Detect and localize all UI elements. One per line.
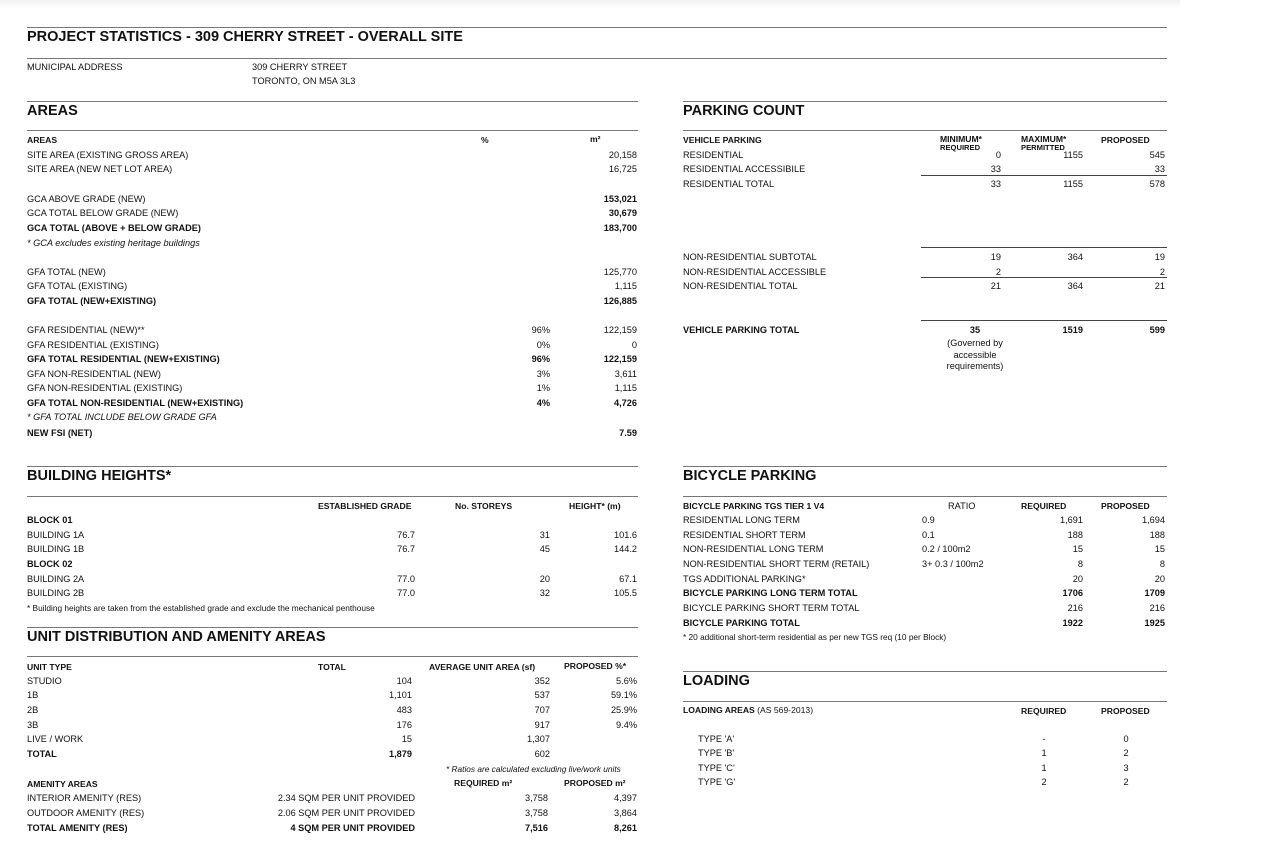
areas-row-value: 30,679 (608, 208, 637, 218)
parking-total-min: 35 (969, 325, 981, 335)
parking-total-max: 1519 (1062, 325, 1083, 335)
parking-total-prop: 599 (1149, 325, 1165, 335)
units-row-avg: 352 (534, 676, 550, 686)
loading-row-req: 2 (1041, 777, 1047, 787)
areas-rule-top (27, 101, 638, 102)
loading-rule-top (683, 671, 1167, 672)
heights-row-height: 101.6 (614, 530, 637, 540)
areas-col-m2: m² (590, 134, 601, 144)
parking-row-max: 1155 (1063, 150, 1083, 160)
areas-row-label: GFA RESIDENTIAL (EXISTING) (27, 340, 159, 350)
loading-col-label (683, 705, 813, 715)
parking-governed-note: accessible (953, 349, 997, 360)
parking-rule-top (683, 101, 1167, 102)
areas-row-pct: 1% (536, 383, 550, 393)
areas-row-label: GCA ABOVE GRADE (NEW) (27, 194, 146, 204)
heights-row-grade: 76.7 (397, 530, 415, 540)
bicycle-row-label: RESIDENTIAL LONG TERM (683, 515, 800, 525)
amenity-row-prop: 8,261 (614, 823, 637, 833)
loading-row-prop: 2 (1123, 777, 1129, 787)
bicycle-row-req: 216 (1067, 603, 1083, 613)
parking-total-label: VEHICLE PARKING TOTAL (683, 325, 800, 335)
areas-row-value: 183,700 (603, 223, 637, 233)
areas-row-value: 1,115 (614, 281, 637, 291)
bicycle-row-prop: 20 (1154, 574, 1165, 584)
areas-row-value: 122,159 (603, 354, 637, 364)
amenity-row-rate: 4 SQM PER UNIT PROVIDED (290, 823, 415, 833)
address-line2: TORONTO, ON M5A 3L3 (252, 76, 356, 86)
units-row-avg: 602 (534, 749, 550, 759)
bicycle-row-ratio: 0.1 (922, 530, 935, 540)
title-rule-top (27, 27, 1167, 28)
heights-row-height: 144.2 (614, 544, 637, 554)
units-row-pct: 5.6% (616, 676, 637, 686)
units-note: * Ratios are calculated excluding live/work units (446, 764, 621, 774)
areas-row-pct: 3% (536, 369, 550, 379)
parking-total-rule (921, 320, 1167, 321)
heights-row-label: BLOCK 02 (27, 559, 73, 569)
units-rule-top (27, 627, 638, 628)
bicycle-row-label: NON-RESIDENTIAL SHORT TERM (RETAIL) (683, 559, 870, 569)
bicycle-row-req: 1706 (1062, 588, 1083, 598)
loading-row-req: - (1042, 734, 1046, 744)
amenity-row-req: 3,758 (525, 793, 548, 803)
amenity-row-req: 3,758 (525, 808, 548, 818)
areas-row-label: GFA NON-RESIDENTIAL (NEW) (27, 369, 161, 379)
parking-nonres-label: NON-RESIDENTIAL TOTAL (683, 281, 798, 291)
units-rule-header (27, 656, 638, 657)
bicycle-row-prop: 1,694 (1142, 515, 1165, 525)
areas-col-label: AREAS (27, 135, 58, 145)
areas-row-pct: 96% (531, 354, 550, 364)
parking-row-min: 33 (990, 164, 1001, 174)
areas-col-pct: % (481, 135, 489, 145)
heights-col-storeys: No. STOREYS (455, 501, 513, 511)
address-label: MUNICIPAL ADDRESS (27, 62, 123, 72)
areas-row-label: SITE AREA (EXISTING GROSS AREA) (27, 150, 189, 160)
parking-nonres-min: 2 (995, 267, 1001, 277)
bicycle-row-ratio: 3+ 0.3 / 100m2 (922, 559, 984, 569)
amenity-row-req: 7,516 (525, 823, 548, 833)
parking-row-prop: 33 (1154, 164, 1165, 174)
heights-row-storeys: 20 (539, 574, 550, 584)
heights-row-storeys: 45 (539, 544, 550, 554)
loading-row-prop: 2 (1123, 748, 1129, 758)
bicycle-row-req: 8 (1077, 559, 1083, 569)
bicycle-row-req: 15 (1072, 544, 1083, 554)
areas-row-value: 126,885 (603, 296, 637, 306)
parking-col-max-sub: PERMITTED (1021, 143, 1065, 152)
units-col-avg: AVERAGE UNIT AREA (sf) (429, 662, 536, 672)
loading-row-type: TYPE 'C' (698, 763, 735, 773)
areas-row-label: GFA TOTAL NON-RESIDENTIAL (NEW+EXISTING) (27, 398, 244, 408)
heights-rule-top (27, 466, 638, 467)
bicycle-row-ratio: 0.2 / 100m2 (922, 544, 971, 554)
bicycle-row-label: BICYCLE PARKING LONG TERM TOTAL (683, 588, 858, 598)
units-col-pct: PROPOSED %* (564, 661, 627, 671)
address-line1: 309 CHERRY STREET (252, 62, 348, 72)
areas-row-pct: 0% (536, 340, 550, 350)
areas-row-value: 7.59 (619, 428, 637, 438)
heights-row-label: BLOCK 01 (27, 515, 73, 525)
heights-heading: BUILDING HEIGHTS* (27, 468, 172, 484)
heights-row-grade: 76.7 (397, 544, 415, 554)
areas-rule-header (27, 130, 638, 131)
amenity-heading: AMENITY AREAS (27, 779, 98, 789)
scan-fade (0, 0, 1180, 8)
heights-row-grade: 77.0 (397, 574, 415, 584)
areas-heading: AREAS (27, 103, 78, 119)
bicycle-row-req: 1922 (1062, 618, 1083, 628)
bicycle-row-prop: 15 (1154, 544, 1165, 554)
parking-heading: PARKING COUNT (683, 103, 805, 119)
parking-res-total-rule (921, 175, 1167, 176)
areas-row-value: 20,158 (608, 150, 637, 160)
amenity-row-rate: 2.06 SQM PER UNIT PROVIDED (277, 808, 415, 818)
amenity-col-req: REQUIRED m² (454, 778, 513, 788)
units-row-type: TOTAL (27, 749, 57, 759)
loading-heading: LOADING (683, 673, 750, 689)
heights-row-storeys: 32 (539, 588, 550, 598)
areas-row-value: 1,115 (614, 383, 637, 393)
parking-col-min: MINIMUM* (940, 134, 983, 144)
parking-nonres-max: 364 (1067, 252, 1083, 262)
units-row-total: 176 (396, 720, 412, 730)
units-row-pct: 9.4% (616, 720, 637, 730)
amenity-row-prop: 3,864 (614, 808, 637, 818)
parking-rule-header (683, 130, 1167, 131)
amenity-row-label: TOTAL AMENITY (RES) (27, 823, 128, 833)
units-row-type: 1B (27, 690, 39, 700)
areas-row-value: 125,770 (603, 267, 637, 277)
loading-row-req: 1 (1041, 748, 1047, 758)
units-row-total: 104 (396, 676, 412, 686)
units-row-total: 15 (401, 734, 412, 744)
bicycle-row-label: BICYCLE PARKING SHORT TERM TOTAL (683, 603, 860, 613)
parking-row-prop: 578 (1149, 179, 1165, 189)
parking-row-label: RESIDENTIAL ACCESSIBILE (683, 164, 806, 174)
loading-col-label-main: LOADING AREAS (683, 705, 755, 715)
parking-nonres-prop: 2 (1159, 267, 1165, 277)
heights-row-storeys: 31 (539, 530, 550, 540)
parking-col-label: VEHICLE PARKING (683, 135, 762, 145)
units-row-avg: 917 (534, 720, 550, 730)
areas-row-label: * GFA TOTAL INCLUDE BELOW GRADE GFA (27, 412, 217, 422)
bicycle-row-prop: 188 (1149, 530, 1165, 540)
amenity-row-label: INTERIOR AMENITY (RES) (27, 793, 142, 803)
amenity-col-prop: PROPOSED m² (564, 778, 626, 788)
units-col-total: TOTAL (318, 662, 346, 672)
units-row-pct: 59.1% (610, 690, 637, 700)
bicycle-col-req: REQUIRED (1021, 501, 1067, 511)
heights-row-height: 105.5 (614, 588, 637, 598)
parking-row-label: RESIDENTIAL (683, 150, 744, 160)
areas-row-value: 0 (631, 340, 637, 350)
units-row-total: 1,879 (389, 749, 412, 759)
areas-row-label: NEW FSI (NET) (27, 428, 93, 438)
loading-row-prop: 0 (1123, 734, 1129, 744)
heights-row-height: 67.1 (619, 574, 637, 584)
areas-row-label: GFA TOTAL (EXISTING) (27, 281, 128, 291)
bicycle-row-label: RESIDENTIAL SHORT TERM (683, 530, 806, 540)
parking-nonres-label: NON-RESIDENTIAL ACCESSIBLE (683, 267, 827, 277)
bicycle-row-ratio: 0.9 (922, 515, 935, 525)
bicycle-col-label: BICYCLE PARKING TGS TIER 1 V4 (683, 501, 825, 511)
units-row-type: STUDIO (27, 676, 62, 686)
areas-row-value: 3,611 (614, 369, 637, 379)
areas-row-label: * GCA excludes existing heritage buildings (27, 238, 200, 248)
loading-row-type: TYPE 'A' (698, 734, 735, 744)
areas-row-label: GFA TOTAL (NEW) (27, 267, 106, 277)
units-row-total: 483 (396, 705, 412, 715)
heights-row-label: BUILDING 2A (27, 574, 85, 584)
bicycle-row-req: 1,691 (1060, 515, 1083, 525)
parking-nonres-label: NON-RESIDENTIAL SUBTOTAL (683, 252, 817, 262)
areas-row-pct: 96% (531, 325, 550, 335)
heights-row-label: BUILDING 2B (27, 588, 85, 598)
units-row-type: LIVE / WORK (27, 734, 84, 744)
bicycle-row-prop: 1925 (1144, 618, 1165, 628)
bicycle-row-prop: 1709 (1144, 588, 1165, 598)
bicycle-rule-top (683, 466, 1167, 467)
parking-nonres-min: 21 (990, 281, 1001, 291)
parking-nonres-max: 364 (1067, 281, 1083, 291)
amenity-row-label: OUTDOOR AMENITY (RES) (27, 808, 145, 818)
loading-row-type: TYPE 'G' (698, 777, 736, 787)
areas-row-value: 4,726 (614, 398, 637, 408)
bicycle-heading: BICYCLE PARKING (683, 468, 817, 484)
parking-row-label: RESIDENTIAL TOTAL (683, 179, 775, 189)
units-row-total: 1,101 (389, 690, 412, 700)
bicycle-note: * 20 additional short-term residential as per new TGS req (10 per Block) (683, 632, 947, 642)
loading-rule-header (683, 701, 1167, 702)
loading-col-label-sub: (AS 569-2013) (757, 705, 814, 715)
heights-row-grade: 77.0 (397, 588, 415, 598)
loading-row-req: 1 (1041, 763, 1047, 773)
heights-note: * Building heights are taken from the established grade and exclude the mechanical penthouse (27, 603, 375, 613)
parking-nonres-min: 19 (990, 252, 1001, 262)
parking-governed-note: requirements) (946, 361, 1004, 371)
units-col-type: UNIT TYPE (27, 662, 72, 672)
loading-row-type: TYPE 'B' (698, 748, 735, 758)
parking-row-min: 33 (990, 179, 1001, 189)
parking-nonres-rule (921, 247, 1167, 248)
parking-row-min: 0 (995, 150, 1001, 160)
amenity-row-rate: 2.34 SQM PER UNIT PROVIDED (277, 793, 415, 803)
bicycle-rule-header (683, 496, 1167, 497)
bicycle-row-prop: 216 (1149, 603, 1165, 613)
units-row-type: 2B (27, 705, 39, 715)
heights-col-height: HEIGHT* (m) (569, 501, 621, 511)
bicycle-row-req: 20 (1072, 574, 1083, 584)
loading-col-prop: PROPOSED (1101, 706, 1150, 716)
bicycle-row-prop: 8 (1159, 559, 1165, 569)
bicycle-row-req: 188 (1067, 530, 1083, 540)
bicycle-row-label: NON-RESIDENTIAL LONG TERM (683, 544, 824, 554)
amenity-row-prop: 4,397 (614, 793, 637, 803)
heights-row-label: BUILDING 1B (27, 544, 85, 554)
units-row-type: 3B (27, 720, 39, 730)
areas-row-value: 16,725 (608, 164, 637, 174)
areas-row-label: GFA TOTAL (NEW+EXISTING) (27, 296, 157, 306)
parking-nonres-prop: 19 (1154, 252, 1165, 262)
parking-governed-note: (Governed by (947, 338, 1003, 348)
parking-col-prop: PROPOSED (1101, 135, 1150, 145)
areas-row-value: 122,159 (603, 325, 637, 335)
bicycle-row-label: BICYCLE PARKING TOTAL (683, 618, 800, 628)
page-title: PROJECT STATISTICS - 309 CHERRY STREET - OVERALL SITE (27, 29, 463, 45)
parking-row-max: 1155 (1063, 179, 1083, 189)
units-row-avg: 537 (534, 690, 550, 700)
heights-row-label: BUILDING 1A (27, 530, 85, 540)
loading-col-req: REQUIRED (1021, 706, 1067, 716)
areas-row-label: GFA RESIDENTIAL (NEW)** (27, 325, 145, 335)
loading-row-prop: 3 (1123, 763, 1129, 773)
units-row-avg: 707 (534, 705, 550, 715)
bicycle-row-label: TGS ADDITIONAL PARKING* (683, 574, 806, 584)
areas-row-pct: 4% (536, 398, 550, 408)
parking-nonres-prop: 21 (1154, 281, 1165, 291)
areas-row-label: GFA NON-RESIDENTIAL (EXISTING) (27, 383, 183, 393)
parking-col-max: MAXIMUM* (1021, 134, 1067, 144)
units-heading: UNIT DISTRIBUTION AND AMENITY AREAS (27, 629, 326, 645)
areas-row-value: 153,021 (603, 194, 637, 204)
parking-col-min-sub: REQUIRED (940, 143, 981, 152)
heights-rule-header (27, 496, 638, 497)
areas-row-label: GCA TOTAL (ABOVE + BELOW GRADE) (27, 223, 201, 233)
parking-row-prop: 545 (1149, 150, 1165, 160)
units-row-avg: 1,307 (527, 734, 550, 744)
areas-row-label: SITE AREA (NEW NET LOT AREA) (27, 164, 173, 174)
bicycle-col-ratio: RATIO (948, 501, 976, 511)
units-row-pct: 25.9% (610, 705, 637, 715)
parking-nonres-total-rule (921, 277, 1167, 278)
heights-col-grade: ESTABLISHED GRADE (318, 501, 412, 511)
title-rule-bottom (27, 58, 1167, 59)
bicycle-col-prop: PROPOSED (1101, 501, 1150, 511)
areas-row-label: GCA TOTAL BELOW GRADE (NEW) (27, 208, 179, 218)
areas-row-label: GFA TOTAL RESIDENTIAL (NEW+EXISTING) (27, 354, 220, 364)
